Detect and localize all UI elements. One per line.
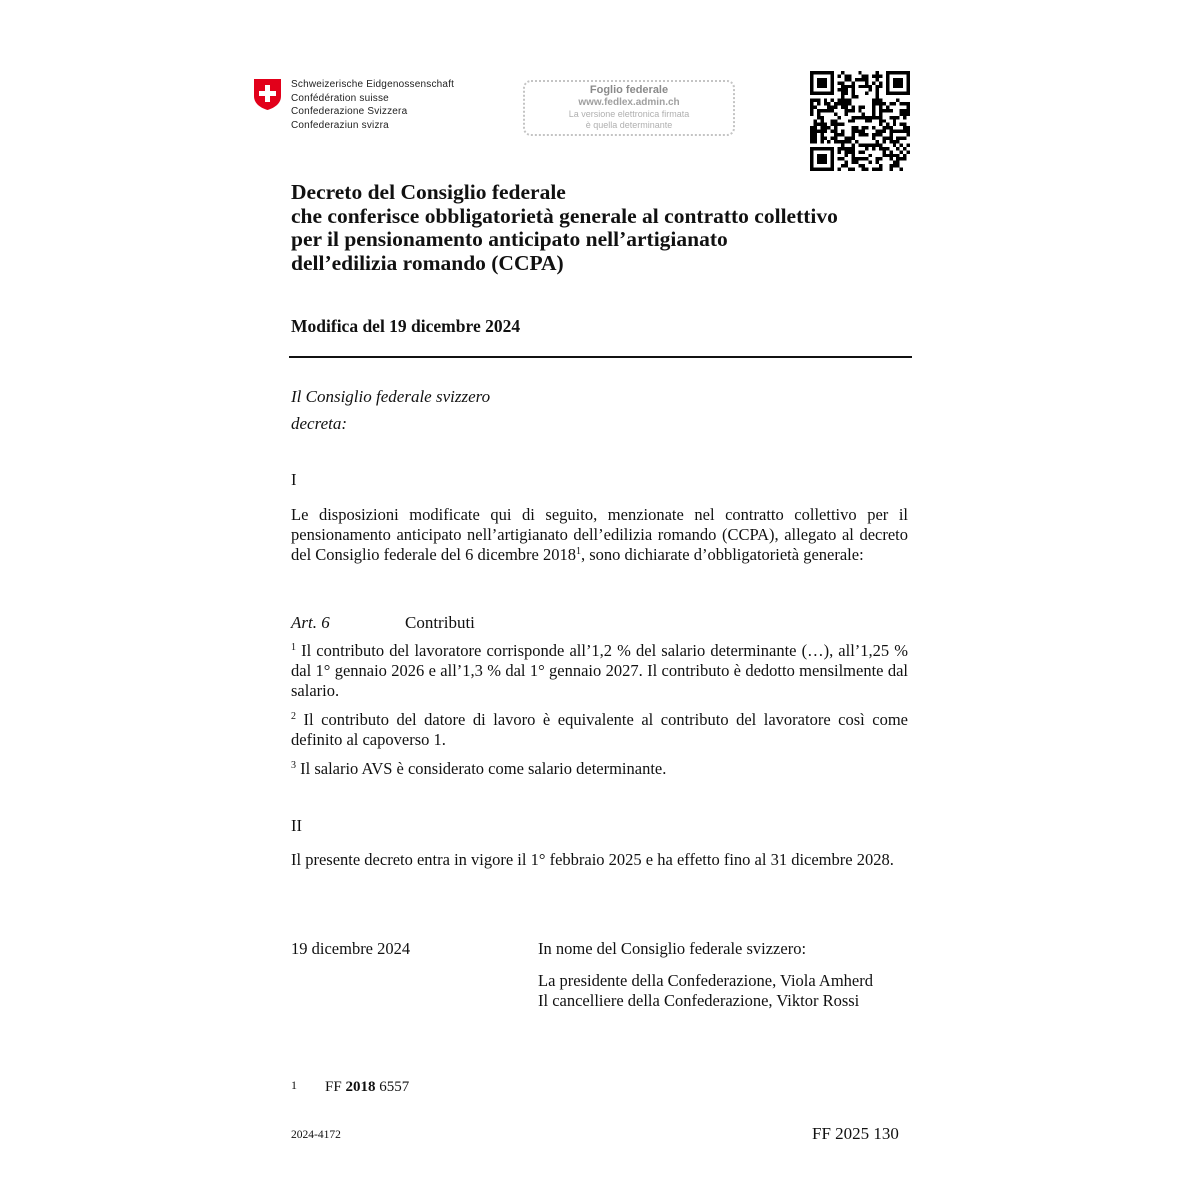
title-line-1: Decreto del Consiglio federale xyxy=(291,180,566,204)
paragraph-number: 2 xyxy=(291,711,296,722)
footnote-year: 2018 xyxy=(345,1079,376,1095)
article-label: Art. 6 xyxy=(291,613,330,632)
signature-date: 19 dicembre 2024 xyxy=(291,939,411,958)
article-paragraph-3 xyxy=(291,759,908,779)
footnote-text xyxy=(325,1079,409,1096)
confederation-names xyxy=(291,78,454,132)
section-2-numeral: II xyxy=(291,816,302,835)
qr-code-icon xyxy=(810,71,910,171)
stamp-title: Foglio federale xyxy=(589,84,669,96)
title-divider xyxy=(289,356,912,358)
section-1-intro-text: Le disposizioni modificate qui di seguito, menzionate nel contratto collettivo per il pensionamento anticipato nell’artigianato dell’edilizia romando (CCPA), allegato al decreto del Consiglio federale del 6 dicembre 2018 xyxy=(291,505,908,564)
preamble-authority: Il Consiglio federale svizzero xyxy=(291,387,491,406)
footnote-reference[interactable]: 1 xyxy=(576,546,581,557)
swiss-cross-icon xyxy=(254,79,281,110)
official-reference: FF 2025 130 xyxy=(812,1124,899,1143)
title-line-4: dell’edilizia romando (CCPA) xyxy=(291,250,564,275)
article-paragraph-1 xyxy=(291,641,908,701)
document-title xyxy=(291,181,931,275)
paragraph-number: 1 xyxy=(291,642,296,653)
section-1-intro xyxy=(291,505,908,565)
section-2-text: Il presente decreto entra in vigore il 1° febbraio 2025 e ha effetto fino al 31 dicembre 2028. xyxy=(291,850,894,869)
preamble-decrees: decreta: xyxy=(291,414,348,433)
confederation-name-it: Confederazione Svizzera xyxy=(291,106,408,117)
article-heading: Contributi xyxy=(405,613,475,632)
stamp-note-1: La versione elettronica firmata xyxy=(568,109,690,119)
article-paragraph-2 xyxy=(291,710,908,750)
confederation-name-fr: Confédération suisse xyxy=(291,92,389,104)
title-line-2: che conferisce obbligatorietà generale al contratto collettivo xyxy=(291,203,838,228)
stamp-url: www.fedlex.admin.ch xyxy=(578,97,680,108)
footnote-prefix: FF xyxy=(325,1079,342,1095)
signatory-chancellor: Il cancelliere della Confederazione, Viktor Rossi xyxy=(538,991,860,1010)
paragraph-text: Il salario AVS è considerato come salario determinante. xyxy=(300,759,667,778)
signature-on-behalf: In nome del Consiglio federale svizzero: xyxy=(538,939,807,958)
paragraph-number: 3 xyxy=(291,760,296,771)
signatory-president: La presidente della Confederazione, Viola Amherd xyxy=(538,971,873,990)
footnote-page: 6557 xyxy=(379,1079,410,1095)
section-1-intro-tail: , sono dichiarate d’obbligatorietà generale: xyxy=(581,545,864,564)
confederation-name-de: Schweizerische Eidgenossenschaft xyxy=(291,79,455,90)
footnote-number: 1 xyxy=(291,1078,297,1092)
electronic-signature-stamp xyxy=(523,80,735,136)
document-number: 2024-4172 xyxy=(291,1129,341,1141)
paragraph-text: Il contributo del lavoratore corrisponde all’1,2 % del salario determinante (…), all’1,25 % dal 1° gennaio 2026 e all’1,3 % dal 1° gennaio 2027. Il contributo è dedotto mensilmente dal salario. xyxy=(291,641,909,700)
paragraph-text: Il contributo del datore di lavoro è equivalente al contributo del lavoratore così come definito al capoverso 1. xyxy=(291,710,909,749)
stamp-note-2: è quella determinante xyxy=(585,120,673,130)
document-subtitle: Modifica del 19 dicembre 2024 xyxy=(291,316,521,336)
confederation-name-rm: Confederaziun svizra xyxy=(291,119,389,131)
title-line-3: per il pensionamento anticipato nell’artigianato xyxy=(291,227,728,251)
section-1-numeral: I xyxy=(291,470,297,489)
